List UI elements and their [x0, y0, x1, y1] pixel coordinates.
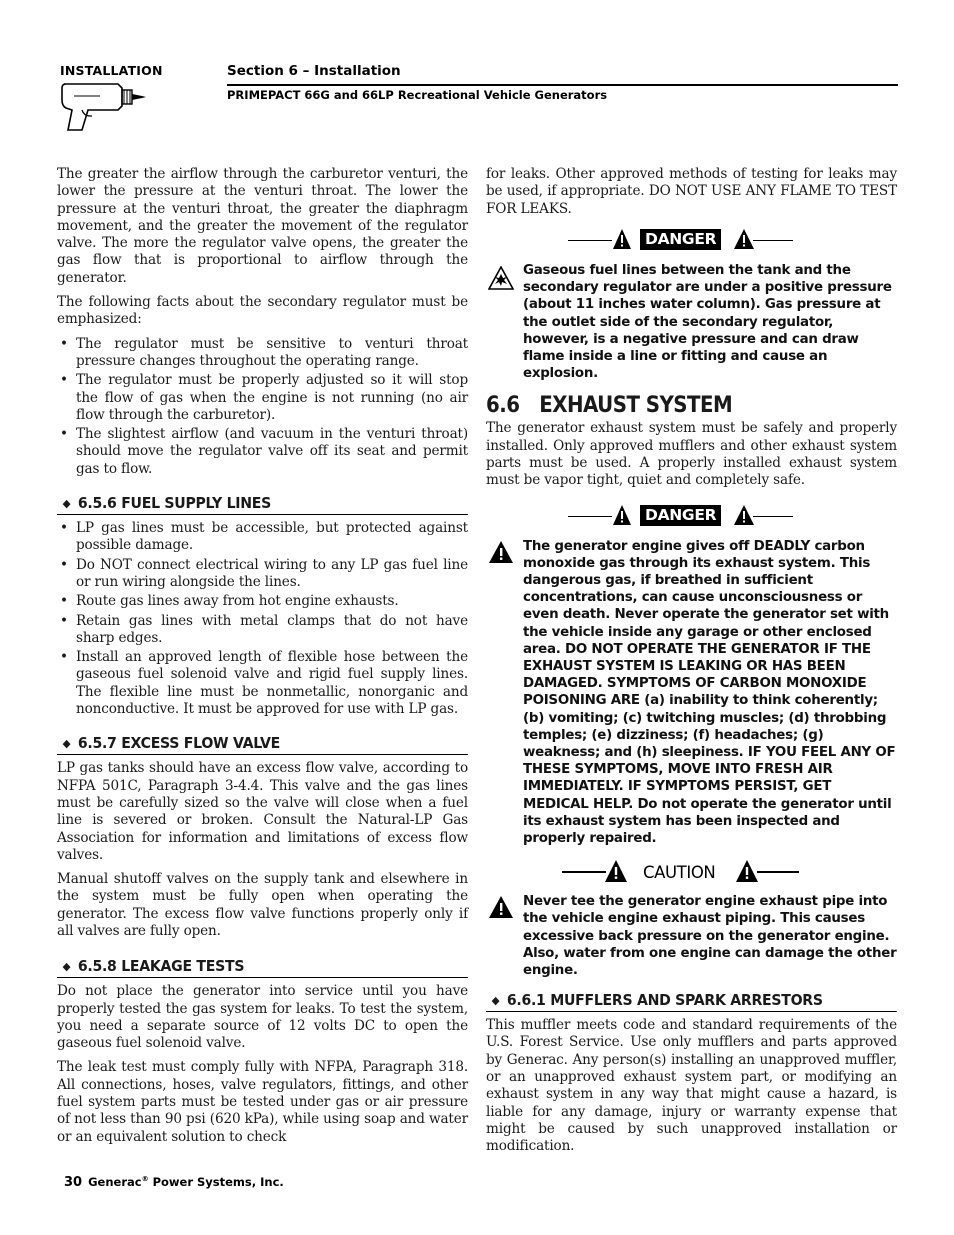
danger-message-2: The generator engine gives off DEADLY carbon monoxide gas through its exhaust system. This dangerous gas, if breathed in sufficient concentrations, can cause unconsciousness or even death. Never operate the generator set with the vehicle inside any garage or other enclosed area. DO NOT OPERATE THE GENERATOR IF THE EXHAUST SYSTEM IS LEAKING OR HAS BEEN DAMAGED. SYMPTOMS OF CARBON MONOXIDE POISONING ARE (a) inability to think coherently; (b) vomiting; (c) twitching muscles; (d) throbbing temples; (e) dizziness; (f) headaches; (g) weakness; and (h) sleepiness. IF YOU FEEL ANY OF THESE SYMPTOMS, MOVE INTO FRESH AIR IMMEDIATELY. IF SYMPTOMS PERSIST, GET MEDICAL HELP. Do not operate the generator until its exhaust system has been inspected and properly repaired. [486, 538, 897, 848]
warning-triangle-icon [488, 540, 514, 564]
danger-header-2 [486, 504, 897, 530]
danger-header-1 [486, 228, 897, 254]
page-footer: 30 Generac® Power Systems, Inc. [64, 1175, 284, 1190]
explosion-warning-icon [488, 266, 514, 290]
rule-line [753, 240, 793, 242]
list-item: • Retain gas lines with metal clamps that do not have sharp edges. [60, 612, 468, 646]
list-item: • LP gas lines must be accessible, but protected against possible damage. [60, 520, 468, 554]
paragraph-leak-service: Do not place the generator into service until you have properly tested the gas system for leaks. To test the system, you need a separate source of 12 volts DC to open the gaseous fuel solenoid valve. [57, 983, 468, 1052]
list-item: • Route gas lines away from hot engine exhausts. [60, 593, 399, 610]
list-item: • Do NOT connect electrical wiring to any LP gas fuel line or run wiring alongside the lines. [60, 556, 468, 590]
warning-triangle-icon [733, 504, 755, 526]
danger-message-1: Gaseous fuel lines between the tank and the secondary regulator are under a positive pressure (about 11 inches water column). Gas pressure at the outlet side of the secondary regulator, however, is a negative pressure and can draw flame inside a line or fitting and cause an explosion. [486, 262, 897, 382]
section-heading-exhaust: 6.6 EXHAUST SYSTEM [486, 393, 733, 419]
paragraph-airflow: The greater the airflow through the carburetor venturi, the lower the pressure at the venturi throat. The lower the pressure at the venturi throat, the greater the diaphragm movement, and the greater the movement of the regulator valve. The more the regulator valve opens, the greater the gas flow that is proportional to airflow through the generator. [57, 166, 468, 286]
warning-triangle-icon [735, 859, 759, 883]
caution-message: Never tee the generator engine exhaust pipe into the vehicle engine exhaust piping. This causes excessive back pressure on the generator engine. Also, water from one engine can damage the other engine. [486, 893, 897, 979]
installation-logo [58, 62, 168, 132]
paragraph-leak-test: The leak test must comply fully with NFPA, Paragraph 318. All connections, hoses, valve regulators, fittings, and other fuel system parts must be tested under gas or air pressure of not less than 90 psi (620 kPa), while using soap and water or an equivalent solution to check [57, 1059, 468, 1145]
warning-triangle-icon [612, 228, 632, 250]
diamond-icon: ◆ [62, 497, 71, 511]
document-subtitle: PRIMEPACT 66G and 66LP Recreational Vehicle Generators [227, 88, 608, 102]
list-item: • The regulator must be properly adjusted so it will stop the flow of gas when the engine is not running (no air flow through the carburetor). [60, 372, 468, 423]
right-column [486, 166, 897, 1163]
list-item: • The regulator must be sensitive to venturi throat pressure changes throughout the operating range. [60, 335, 468, 369]
list-item: • The slightest airflow (and vacuum in the venturi throat) should move the regulator valve off its seat and permit gas to flow. [60, 426, 468, 477]
caution-label: CAUTION [643, 863, 716, 883]
list-item: • Install an approved length of flexible hose between the gaseous fuel solenoid valve and rigid fuel supply lines. The flexible line must be nonmetallic, nonorganic and nonconductive. It must be approved for use with LP gas. [60, 649, 468, 718]
rule-line [568, 516, 612, 518]
rule-line [757, 871, 799, 873]
paragraph-mufflers: This muffler meets code and standard requirements of the U.S. Forest Service. Use only mufflers and parts approved by Generac. Any person(s) installing an unapproved muffler, or an unapproved exhaust system part, or modifying an exhaust system in any way that might cause a hazard, is liable for any damage, injury or warranty expense that might be caused by such unapproved installation or modification. [486, 1017, 897, 1155]
company-name: Generac [88, 1175, 142, 1189]
diamond-icon: ◆ [491, 994, 500, 1008]
warning-triangle-icon [488, 895, 514, 919]
paragraph-excess-flow: LP gas tanks should have an excess flow valve, according to NFPA 501C, Paragraph 3-4.4. This valve and the gas lines must be carefully sized so the valve will close when a fuel line is severed or broken. Consult the Natural-LP Gas Association for information and limitations of excess flow valves. [57, 760, 468, 863]
danger-badge: DANGER [640, 229, 721, 250]
logo-text: INSTALLATION [60, 63, 163, 78]
diamond-icon: ◆ [62, 960, 71, 974]
diamond-icon: ◆ [62, 737, 71, 751]
fuel-lines-list [57, 520, 468, 718]
header-divider [227, 84, 898, 86]
warning-triangle-icon [604, 859, 628, 883]
regulator-facts-list [57, 336, 468, 478]
rule-line [562, 871, 606, 873]
heading-mufflers: ◆ 6.6.1 MUFFLERS AND SPARK ARRESTORS [486, 987, 897, 1012]
paragraph-leak-continued: for leaks. Other approved methods of testing for leaks may be used, if appropriate. DO NOT USE ANY FLAME TO TEST FOR LEAKS. [486, 166, 897, 217]
heading-fuel-supply-lines: ◆ 6.5.6 FUEL SUPPLY LINES [57, 484, 468, 515]
left-column [57, 166, 468, 1153]
section-title: Section 6 – Installation [227, 63, 401, 79]
danger-badge: DANGER [640, 505, 721, 526]
rule-line [568, 240, 612, 242]
heading-excess-flow-valve: ◆ 6.5.7 EXCESS FLOW VALVE [57, 724, 468, 755]
paragraph-exhaust: The generator exhaust system must be safely and properly installed. Only approved mufflers and other exhaust system parts must be used. A properly installed exhaust system must be vapor tight, quiet and completely safe. [486, 420, 897, 489]
page-number: 30 [64, 1175, 83, 1190]
warning-triangle-icon [612, 504, 632, 526]
warning-triangle-icon [733, 228, 755, 250]
paragraph-facts-intro: The following facts about the secondary regulator must be emphasized: [57, 294, 468, 328]
caution-header [486, 859, 897, 885]
rule-line [753, 516, 793, 518]
drill-icon [60, 76, 152, 132]
heading-leakage-tests: ◆ 6.5.8 LEAKAGE TESTS [57, 947, 468, 978]
paragraph-shutoff-valves: Manual shutoff valves on the supply tank and elsewhere in the system must be fully open when operating the generator. The excess flow valve functions properly only if all valves are fully open. [57, 871, 468, 939]
